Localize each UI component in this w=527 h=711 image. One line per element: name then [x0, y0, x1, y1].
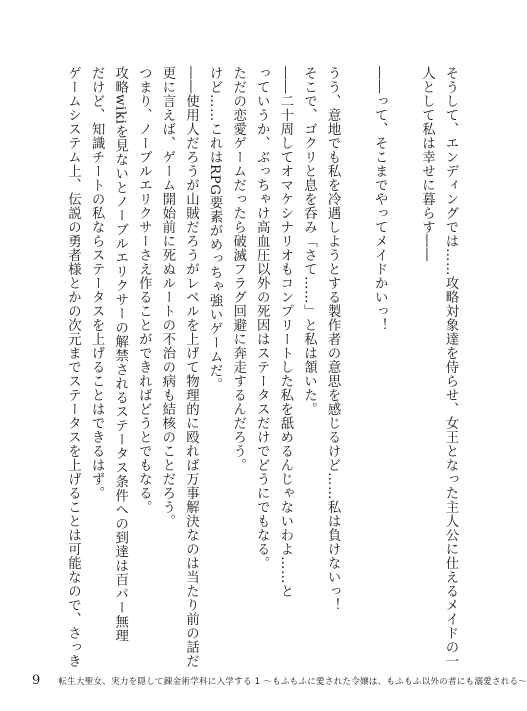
text-line: ただの恋愛ゲームだったら破滅フラグ回避に奔走するんだろう。	[230, 66, 246, 472]
text-line: けど……これはRPG要素がめっちゃ強いゲームだ。	[207, 66, 223, 392]
page-footer	[32, 673, 527, 691]
text-line: ――って、そこまでやってメイドかいっ！	[372, 66, 388, 332]
text-line: 攻略wikiを見ないとノーブルエリクサーの解禁されるステータス条件への到達は百パー無理	[112, 66, 128, 643]
text-line: つまり、ノーブルエリクサーさえ作ることができればどうとでもなる。	[136, 66, 152, 514]
running-title: 転生大聖女、実力を隠して錬金術学科に入学する 1 ～もふもふに愛された令嬢は、もふもふ以外の者にも溺愛される～	[58, 677, 527, 687]
text-line: ――二十周してオマケシナリオもコンプリートした私を舐めるんじゃないわよ……と	[277, 66, 293, 598]
page-number: 9	[32, 673, 41, 688]
text-line: そうして、エンディングでは……攻略対象達を侍らせ、女王となった主人公に仕えるメイドの一	[443, 66, 458, 668]
vertical-body-text	[61, 66, 462, 668]
text-line: 人として私は幸せに暮らす――	[419, 66, 435, 262]
text-line: 更に言えば、ゲーム開始前に死ぬルートの不治の病も結核のことだろう。	[159, 66, 175, 528]
blank-line	[344, 66, 368, 626]
text-line: だけど、知識チートの私ならステータスを上げることはできるはず。	[89, 66, 105, 500]
text-line: ゲームシステム上、伝説の勇者様とかの次元までステータスを上げることは可能なので、さっき	[65, 66, 81, 668]
text-line: ――使用人だろうが山賊だろうがレベルを上げて物理的に殴れば万事解決なのは当たり前の話だ	[183, 66, 199, 668]
blank-line	[391, 66, 415, 626]
text-line: うう、意地でも私を冷遇しようとする製作者の意思を感じるけど……私は負けないっ！	[325, 66, 341, 612]
text-line: っていうか、ぶっちゃけ高血圧以外の死因はステータスだけでどうにでもなる。	[254, 66, 270, 570]
text-line: そこで、ゴクリと息を呑み「さて……」と私は頷いた。	[301, 66, 317, 416]
